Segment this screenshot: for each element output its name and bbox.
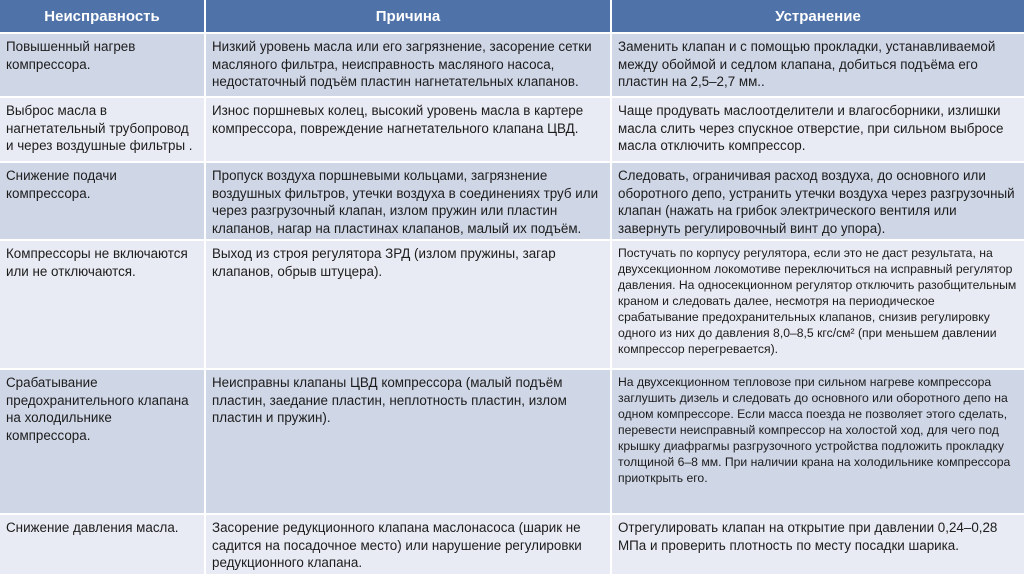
fix-cell: Отрегулировать клапан на открытие при давлении 0,24–0,28 МПа и проверить плотность по месту посадки шарика. bbox=[611, 514, 1024, 575]
table-row bbox=[0, 514, 1024, 575]
fault-cell: Снижение подачи компрессора. bbox=[0, 162, 205, 240]
cause-cell: Низкий уровень масла или его загрязнение, засорение сетки масляного фильтра, неисправность масляного насоса, недостаточный подъём пластин нагнетательных клапанов. bbox=[205, 33, 611, 97]
header-row bbox=[0, 0, 1024, 33]
fault-cell: Компрессоры не включаются или не отключаются. bbox=[0, 240, 205, 369]
fix-cell: Чаще продувать маслоотделители и влагосборники, излишки масла слить через спускное отверстие, при сильном выбросе масла отключить компрессор. bbox=[611, 97, 1024, 162]
fault-cell: Повышенный нагрев компрессора. bbox=[0, 33, 205, 97]
cause-cell: Засорение редукционного клапана маслонасоса (шарик не садится на посадочное место) или нарушение регулировки редукционного клапана. bbox=[205, 514, 611, 575]
fault-cell: Снижение давления масла. bbox=[0, 514, 205, 575]
table-row bbox=[0, 162, 1024, 240]
cause-cell: Пропуск воздуха поршневыми кольцами, загрязнение воздушных фильтров, утечки воздуха в соединениях труб или через разгрузочный клапан, излом пружин или пластин клапанов, нагар на пластинах клапанов, малый их подъём. bbox=[205, 162, 611, 240]
header-fix: Устранение bbox=[611, 0, 1024, 33]
table-row bbox=[0, 240, 1024, 369]
header-fault: Неисправность bbox=[0, 0, 205, 33]
fix-cell: Постучать по корпусу регулятора, если это не даст результата, на двухсекционном локомотиве переключиться на исправный регулятор давления. На односекционном регулятор отключить разобщительным краном и следовать далее, несмотря на периодическое срабатывание предохранительных клапанов, снизив регулировку одного из них до давления 8,0–8,5 кгс/см² (при меньшем давлении компрессор перегревается). bbox=[611, 240, 1024, 369]
fault-cell: Срабатывание предохранительного клапана на холодильнике компрессора. bbox=[0, 369, 205, 514]
table-row bbox=[0, 369, 1024, 514]
fix-cell: На двухсекционном тепловозе при сильном нагреве компрессора заглушить дизель и следовать до основного или оборотного депо на одном компрессоре. Если масса поезда не позволяет этого сделать, перевести неисправный компрессор на холостой ход, для чего под крышку диафрагмы разгрузочного устройства подложить прокладку толщиной 6–8 мм. При наличии крана на холодильнике компрессора приоткрыть его. bbox=[611, 369, 1024, 514]
fix-cell: Следовать, ограничивая расход воздуха, до основного или оборотного депо, устранить утечки воздуха через разгрузочный клапан (нажать на грибок электрического вентиля или завернуть регулировочный винт до упора). bbox=[611, 162, 1024, 240]
fix-cell: Заменить клапан и с помощью прокладки, устанавливаемой между обоймой и седлом клапана, добиться подъёма его пластин на 2,5–2,7 мм.. bbox=[611, 33, 1024, 97]
table-row bbox=[0, 33, 1024, 97]
cause-cell: Износ поршневых колец, высокий уровень масла в картере компрессора, повреждение нагнетательного клапана ЦВД. bbox=[205, 97, 611, 162]
cause-cell: Выход из строя регулятора ЗРД (излом пружины, загар клапанов, обрыв штуцера). bbox=[205, 240, 611, 369]
cause-cell: Неисправны клапаны ЦВД компрессора (малый подъём пластин, заедание пластин, неплотность пластин, излом пластин и пружин). bbox=[205, 369, 611, 514]
fault-cell: Выброс масла в нагнетательный трубопровод и через воздушные фильтры . bbox=[0, 97, 205, 162]
header-cause: Причина bbox=[205, 0, 611, 33]
table-row bbox=[0, 97, 1024, 162]
